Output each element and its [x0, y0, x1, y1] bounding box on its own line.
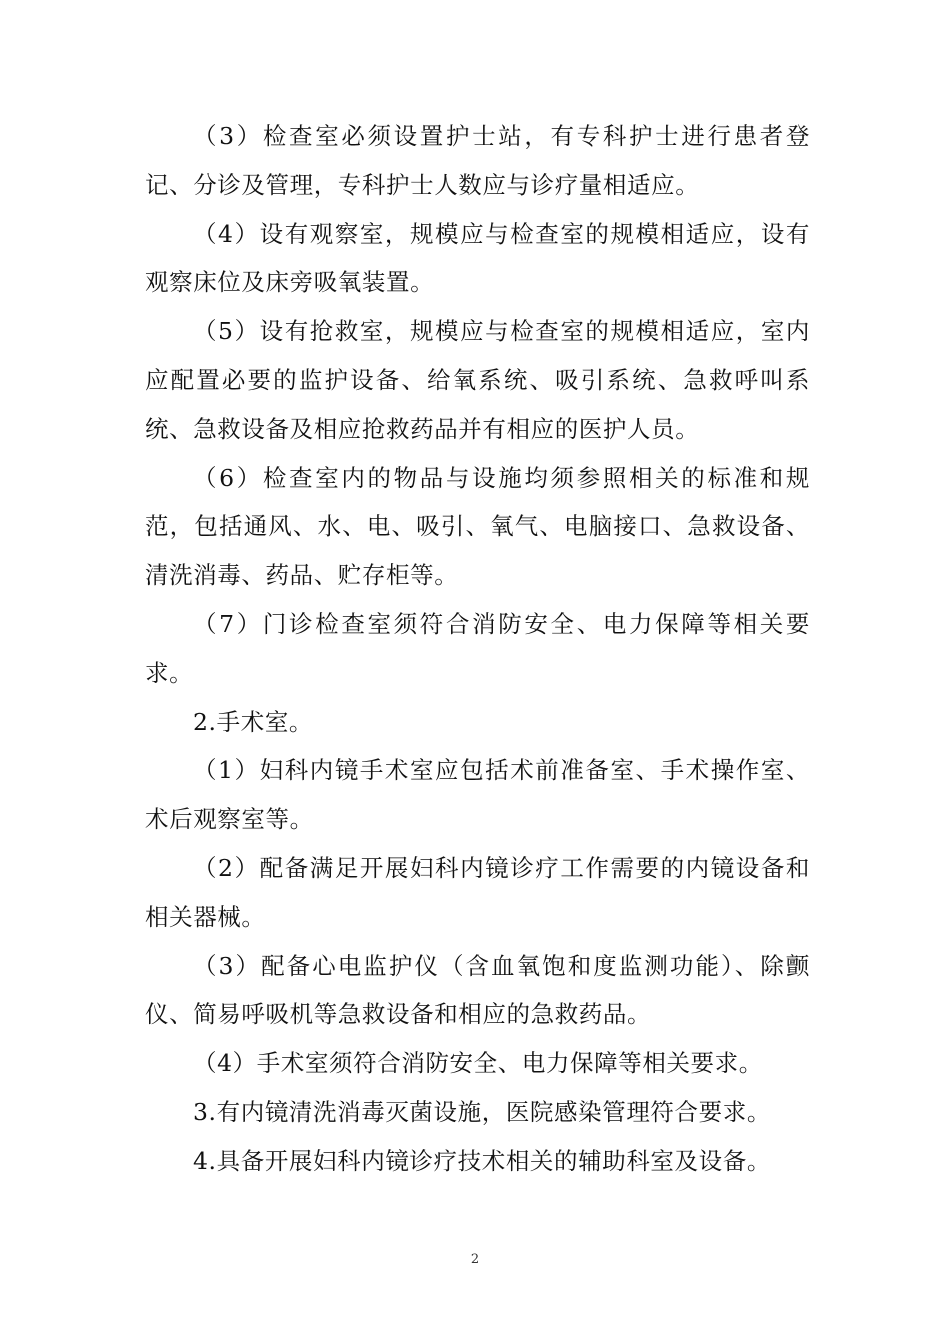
paragraph-3-nurse-station: （3）检查室必须设置护士站，有专科护士进行患者登记、分诊及管理，专科护士人数应与诊疗量相适应。: [145, 122, 810, 199]
document-body: [145, 112, 810, 1186]
paragraph-or-1-rooms: （1）妇科内镜手术室应包括术前准备室、手术操作室、术后观察室等。: [145, 756, 810, 834]
paragraph-or-3-emergency: （3）配备心电监护仪（含血氧饱和度监测功能）、除颤仪、简易呼吸机等急救设备和相应的急救药品。: [145, 951, 810, 1029]
paragraph-or-2-equipment: （2）配备满足开展妇科内镜诊疗工作需要的内镜设备和相关器械。: [145, 853, 810, 931]
item-4-auxiliary: 4.具备开展妇科内镜诊疗技术相关的辅助科室及设备。: [193, 1146, 771, 1175]
paragraph-4-observation-room: （4）设有观察室，规模应与检查室的规模相适应，设有观察床位及床旁吸氧装置。: [145, 219, 810, 297]
paragraph-6-facilities: （6）检查室内的物品与设施均须参照相关的标准和规范，包括通风、水、电、吸引、氧气、电脑接口、急救设备、清洗消毒、药品、贮存柜等。: [145, 463, 810, 590]
paragraph-7-fire-safety: （7）门诊检查室须符合消防安全、电力保障等相关要求。: [145, 609, 810, 687]
section-heading-operating-room: 2.手术室。: [193, 707, 314, 736]
page-number: 2: [470, 1252, 480, 1267]
item-3-disinfection: 3.有内镜清洗消毒灭菌设施，医院感染管理符合要求。: [193, 1097, 771, 1126]
paragraph-or-4-safety: （4）手术室须符合消防安全、电力保障等相关要求。: [193, 1049, 763, 1078]
paragraph-5-rescue-room: （5）设有抢救室，规模应与检查室的规模相适应，室内应配置必要的监护设备、给氧系统、吸引系统、急救呼叫系统、急救设备及相应抢救药品并有相应的医护人员。: [145, 317, 810, 443]
